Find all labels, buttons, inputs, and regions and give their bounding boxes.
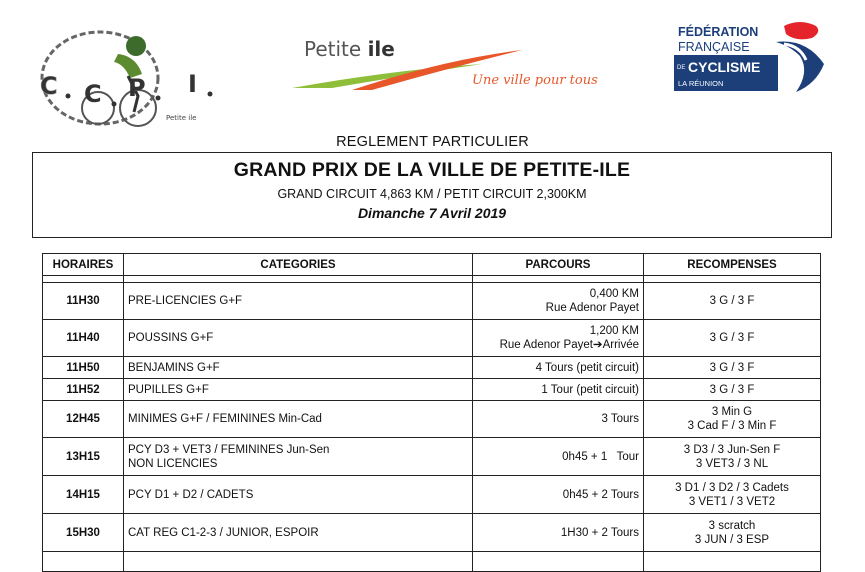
table-row (43, 320, 821, 357)
row-time-empty (43, 552, 124, 572)
row-time: 15H30 (43, 514, 124, 552)
ffc-line1: FÉDÉRATION (678, 25, 759, 39)
route-line: Rue Adenor Payet➔Arrivée (499, 339, 639, 351)
ffc-logo (672, 20, 828, 96)
table-row (43, 379, 821, 401)
race-title: GRAND PRIX DE LA VILLE DE PETITE-ILE (233, 159, 631, 181)
route-line: 1 Tour (petit circuit) (541, 383, 639, 396)
ffc-de: DE (677, 65, 686, 71)
reward-line: 3 Min G (711, 406, 753, 418)
row-category (124, 379, 473, 401)
table-header-row (43, 254, 821, 276)
category-line: POUSSINS G+F (128, 332, 214, 344)
row-category (124, 438, 473, 476)
col-header-parcours: PARCOURS (473, 254, 644, 276)
route-line: 1H30 + 2 Tours (560, 526, 639, 539)
route-line: Rue Adenor Payet (545, 302, 639, 314)
route-line: 4 Tours (petit circuit) (535, 361, 639, 374)
row-rewards (644, 283, 821, 320)
club-letter-1: C (40, 72, 58, 100)
table-row (43, 438, 821, 476)
reward-line: 3 G / 3 F (709, 361, 755, 374)
row-category (124, 320, 473, 357)
row-category (124, 401, 473, 438)
category-line: PRE-LICENCIES G+F (128, 295, 243, 307)
document-subtitle: REGLEMENT PARTICULIER (336, 134, 529, 150)
reward-line: 3 Cad F / 3 Min F (687, 420, 777, 432)
club-logo-graphic (38, 16, 228, 134)
reward-line: 3 G / 3 F (709, 383, 755, 396)
city-name-bold: ile (367, 37, 395, 61)
row-rewards (644, 320, 821, 357)
route-line: 1,200 KM (589, 325, 639, 337)
category-line: NON LICENCIES (128, 457, 218, 470)
row-time: 11H40 (43, 320, 124, 357)
club-letter-3: P (128, 74, 146, 102)
city-name-light: Petite (304, 37, 368, 61)
row-route (473, 283, 644, 320)
race-date: Dimanche 7 Avril 2019 (357, 205, 507, 221)
row-route (473, 357, 644, 379)
category-line: MINIMES G+F / FEMININES Min-Cad (128, 413, 322, 425)
reward-line: 3 JUN / 3 ESP (694, 533, 770, 546)
category-line: PCY D1 + D2 / CADETS (128, 488, 254, 501)
table-row (43, 401, 821, 438)
route-line: 0h45 + 2 Tours (562, 488, 639, 501)
row-time: 12H45 (43, 401, 124, 438)
category-line: CAT REG C1-2-3 / JUNIOR, ESPOIR (128, 526, 319, 539)
row-rewards (644, 357, 821, 379)
club-logo (38, 16, 228, 134)
route-line: 0h45 + 1 Tour (562, 450, 639, 463)
row-route-empty (473, 552, 644, 572)
row-route (473, 320, 644, 357)
reward-line: 3 VET3 / 3 NL (695, 457, 769, 470)
club-caption: Petite ile (166, 114, 197, 122)
route-line: 0,400 KM (589, 288, 639, 300)
city-tagline: Une ville pour tous (472, 73, 598, 88)
row-rewards (644, 438, 821, 476)
category-line: BENJAMINS G+F (128, 361, 220, 374)
row-route (473, 514, 644, 552)
city-logo (292, 30, 598, 100)
row-time: 11H52 (43, 379, 124, 401)
row-route (473, 438, 644, 476)
table-row (43, 357, 821, 379)
col-header-horaires: HORAIRES (43, 254, 124, 276)
reward-line: 3 G / 3 F (709, 332, 755, 344)
row-time: 14H15 (43, 476, 124, 514)
club-letter-2: C (84, 80, 102, 108)
table-row (43, 476, 821, 514)
reward-line: 3 scratch (708, 519, 756, 532)
row-route (473, 476, 644, 514)
row-category (124, 357, 473, 379)
col-header-recompenses: RECOMPENSES (644, 254, 821, 276)
table-spacer (43, 276, 821, 283)
ffc-logo-graphic (672, 20, 828, 96)
category-line: PCY D3 + VET3 / FEMININES Jun-Sen (128, 443, 330, 456)
row-time: 11H30 (43, 283, 124, 320)
ffc-line2: FRANÇAISE (678, 40, 750, 54)
table-row (43, 552, 821, 572)
schedule-table (42, 253, 821, 572)
row-category (124, 476, 473, 514)
row-rewards (644, 476, 821, 514)
col-header-categories: CATEGORIES (124, 254, 473, 276)
row-rewards-empty (644, 552, 821, 572)
reward-line: 3 VET1 / 3 VET2 (688, 495, 776, 508)
row-route (473, 401, 644, 438)
city-logo-graphic (292, 30, 598, 100)
club-letter-4: I (188, 70, 197, 98)
row-time: 13H15 (43, 438, 124, 476)
row-category (124, 514, 473, 552)
row-rewards (644, 514, 821, 552)
row-route (473, 379, 644, 401)
ffc-line3: CYCLISME (688, 59, 761, 75)
title-box (32, 152, 832, 238)
table-row (43, 283, 821, 320)
route-line: 3 Tours (601, 413, 639, 425)
table-row (43, 514, 821, 552)
reward-line: 3 G / 3 F (709, 295, 755, 307)
row-time: 11H50 (43, 357, 124, 379)
row-category-empty (124, 552, 473, 572)
category-line: PUPILLES G+F (128, 383, 209, 396)
circuit-info: GRAND CIRCUIT 4,863 KM / PETIT CIRCUIT 2,300KM (277, 187, 587, 201)
row-rewards (644, 379, 821, 401)
reward-line: 3 D3 / 3 Jun-Sen F (683, 443, 781, 456)
row-rewards (644, 401, 821, 438)
reward-line: 3 D1 / 3 D2 / 3 Cadets (675, 481, 789, 494)
ffc-region: LA RÉUNION (678, 79, 724, 88)
row-category (124, 283, 473, 320)
svg-text:Petite ile (304, 37, 395, 61)
